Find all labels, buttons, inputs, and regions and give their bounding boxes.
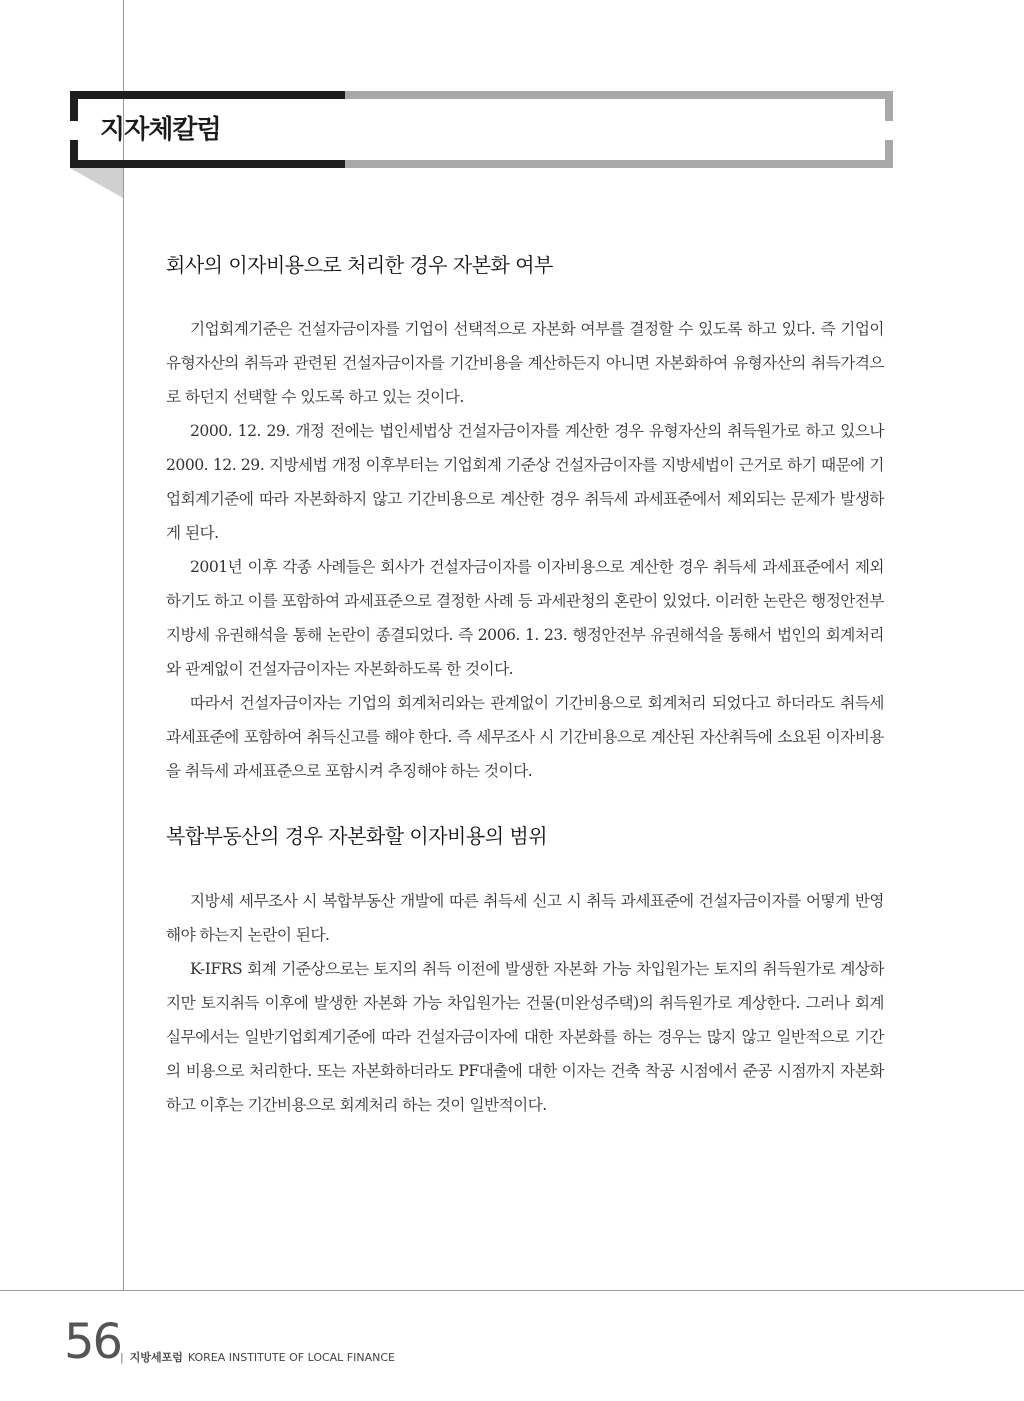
footer-caption	[120, 1349, 395, 1365]
section-label: 지자체칼럼	[100, 115, 221, 145]
footer-horizontal-rule	[0, 1290, 1024, 1291]
header-frame-left-top	[70, 91, 78, 121]
header-frame-right-bottom	[885, 140, 893, 168]
header-frame-top-dark	[70, 91, 345, 99]
body-paragraph: 따라서 건설자금이자는 기업의 회계처리와는 관계없이 기간비용으로 회계처리 되었다고 하더라도 취득세 과세표준에 포함하여 취득신고를 해야 한다. 즉 세무조사 시 기간비용으로 계산된 자산취득에 소요된 이자비용을 취득세 과세표준으로 포함시켜 추징해야 하는 것이다.	[166, 694, 884, 780]
header-frame-bottom-dark	[70, 160, 345, 168]
header-frame-right-top	[885, 91, 893, 121]
footer-publication: 지방세포럼	[129, 1351, 183, 1364]
section-heading: 복합부동산의 경우 자본화할 이자비용의 범위	[166, 824, 548, 848]
header-frame-left-bottom	[70, 140, 78, 168]
body-paragraph: 지방세 세무조사 시 복합부동산 개발에 따른 취득세 신고 시 취득 과세표준에 건설자금이자를 어떻게 반영해야 하는지 논란이 된다.	[166, 892, 884, 944]
section-heading: 회사의 이자비용으로 처리한 경우 자본화 여부	[166, 253, 553, 277]
page-number: 56	[64, 1314, 122, 1370]
body-paragraph: 2000. 12. 29. 개정 전에는 법인세법상 건설자금이자를 계산한 경우 유형자산의 취득원가로 하고 있으나 2000. 12. 29. 지방세법 개정 이후부터는 기업회계 기준상 건설자금이자를 지방세법이 근거로 하기 때문에 기업회계기준에 따라 자본화하지 않고 기간비용으로 계산한 경우 취득세 과세표준에서 제외되는 문제가 발생하게 된다.	[166, 422, 884, 542]
header-corner-triangle	[70, 168, 123, 198]
footer-institute: KOREA INSTITUTE OF LOCAL FINANCE	[187, 1351, 395, 1364]
margin-vertical-rule	[123, 0, 124, 1290]
footer-separator: |	[120, 1351, 124, 1364]
header-frame-top-gray	[345, 91, 893, 99]
header-frame-bottom-gray	[345, 160, 893, 168]
body-paragraph: 2001년 이후 각종 사례들은 회사가 건설자금이자를 이자비용으로 계산한 경우 취득세 과세표준에서 제외하기도 하고 이를 포함하여 과세표준으로 결정한 사례 등 과세관청의 혼란이 있었다. 이러한 논란은 행정안전부 지방세 유권해석을 통해 논란이 종결되었다. 즉 2006. 1. 23. 행정안전부 유권해석을 통해서 법인의 회계처리와 관계없이 건설자금이자는 자본화하도록 한 것이다.	[166, 558, 884, 678]
body-paragraph: K-IFRS 회계 기준상으로는 토지의 취득 이전에 발생한 자본화 가능 차입원가는 토지의 취득원가로 계상하지만 토지취득 이후에 발생한 자본화 가능 차입원가는 건물(미완성주택)의 취득원가로 계상한다. 그러나 회계실무에서는 일반기업회계기준에 따라 건설자금이자에 대한 자본화를 하는 경우는 많지 않고 일반적으로 기간의 비용으로 처리한다. 또는 자본화하더라도 PF대출에 대한 이자는 건축 착공 시점에서 준공 시점까지 자본화하고 이후는 기간비용으로 회계처리 하는 것이 일반적이다.	[166, 960, 884, 1114]
body-paragraph: 기업회계기준은 건설자금이자를 기업이 선택적으로 자본화 여부를 결정할 수 있도록 하고 있다. 즉 기업이 유형자산의 취득과 관련된 건설자금이자를 기간비용을 계산하든지 아니면 자본화하여 유형자산의 취득가격으로 하던지 선택할 수 있도록 하고 있는 것이다.	[166, 320, 884, 406]
